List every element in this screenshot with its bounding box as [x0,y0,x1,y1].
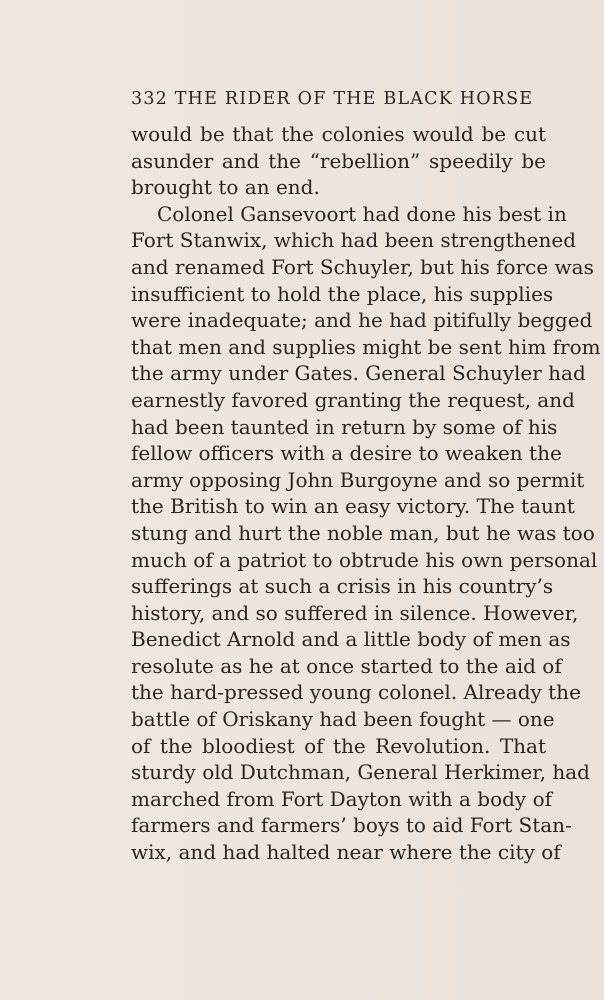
running-head: 332 THE RIDER OF THE BLACK HORSE [131,89,534,109]
text-line: sufferings at such a crisis in his country’s [131,574,554,599]
text-line: wix, and had halted near where the city of [131,840,561,865]
text-line: sturdy old Dutchman, General Herkimer, had [131,760,590,785]
text-line: the army under Gates. General Schuyler had [131,361,586,386]
text-line: would be that the colonies would be cut [131,122,546,146]
body-text [131,121,601,866]
text-line: battle of Oriskany had been fought — one [131,707,555,732]
text-line: stung and hurt the noble man, but he was too [131,520,595,545]
text-line: of the bloodiest of the Revolution. That [131,733,546,758]
text-line: the hard-pressed young colonel. Already the [131,680,581,705]
text-line: and renamed Fort Schuyler, but his force was [131,254,594,279]
text-line: army opposing John Burgoyne and so permit [131,467,585,492]
text-line: Colonel Gansevoort had done his best in [157,201,567,226]
text-line: had been taunted in return by some of his [131,414,558,439]
text-line: Fort Stanwix, which had been strengthened [131,228,576,253]
text-line: that men and supplies might be sent him from [131,334,601,359]
text-line: history, and so suffered in silence. However, [131,600,579,625]
text-line: fellow officers with a desire to weaken the [131,441,562,466]
text-line: asunder and the “rebellion” speedily be [131,148,546,173]
text-line: insufficient to hold the place, his supplies [131,281,554,306]
text-line: were inadequate; and he had pitifully begged [131,308,593,333]
text-line: marched from Fort Dayton with a body of [131,786,553,811]
text-line: farmers and farmers’ boys to aid Fort Stan- [131,813,572,838]
text-line: Benedict Arnold and a little body of men as [131,627,571,652]
text-line: much of a patriot to obtrude his own personal [131,547,598,572]
text-line: resolute as he at once started to the aid of [131,653,562,678]
text-line: brought to an end. [131,175,320,200]
text-line: earnestly favored granting the request, and [131,387,575,412]
text-line: the British to win an easy victory. The taunt [131,494,575,519]
